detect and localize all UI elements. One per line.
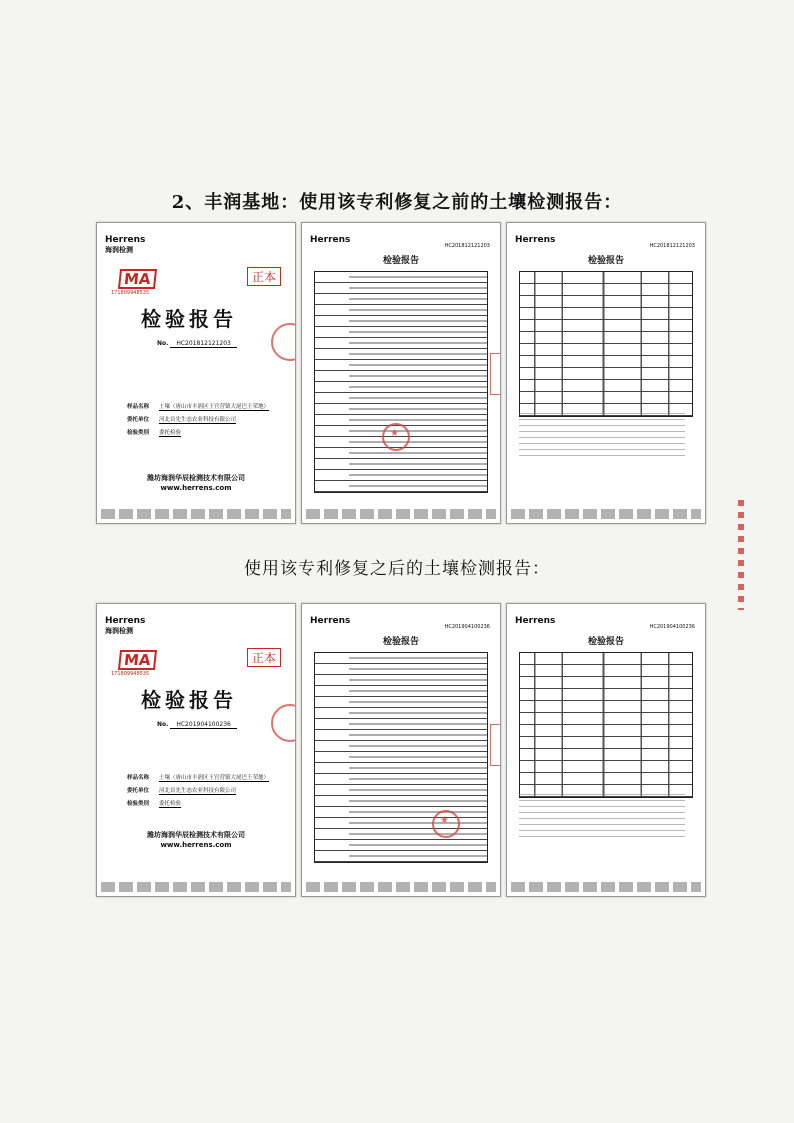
herrens-logo: Herrens 海润检测 <box>105 235 146 254</box>
herrens-logo: Herrens <box>310 616 351 626</box>
heading-before: 2、丰润基地：使用该专利修复之前的土壤检测报告： <box>171 192 623 213</box>
report-code: HC201812121203 <box>649 243 695 249</box>
fine-print <box>101 509 291 519</box>
notes-text <box>519 794 685 840</box>
fine-print <box>511 882 701 892</box>
info-table <box>314 271 488 493</box>
report-title: 检验报告 <box>141 688 237 712</box>
fine-print <box>511 509 701 519</box>
herrens-logo: Herrens <box>515 235 556 245</box>
ma-number: 171809948535 <box>111 671 150 677</box>
herrens-logo: Herrens <box>310 235 351 245</box>
company-footer: 潍坊海润华辰检测技术有限公司 www.herrens.com <box>147 474 245 492</box>
fine-print <box>306 882 496 892</box>
report-code: HC201904100236 <box>444 624 490 630</box>
fine-print <box>306 509 496 519</box>
page-title: 检验报告 <box>382 637 419 647</box>
original-stamp: 正本 <box>247 648 281 667</box>
report-code: HC201812121203 <box>444 243 490 249</box>
report-title: 检验报告 <box>141 307 237 331</box>
page-title: 检验报告 <box>382 256 419 266</box>
results-table <box>519 271 693 417</box>
report-number: No. HC201812121203 <box>157 340 237 347</box>
info-table <box>314 652 488 863</box>
stamp-icon <box>382 423 410 451</box>
reports-before-row <box>96 222 704 522</box>
cover-fields: 样品名称 土壤（唐山市丰润区王官营镇大尾巴王荣地） 委托单位 河北首先生态农业科技有限公司 检验类别 委托检验 <box>127 775 270 807</box>
ma-number: 171809948535 <box>111 290 150 296</box>
seam-stamp-icon <box>490 724 501 766</box>
reports-after-row <box>96 603 704 895</box>
ma-certification-icon: MA <box>118 269 157 289</box>
report-cover-before <box>96 222 296 524</box>
report-code: HC201904100236 <box>649 624 695 630</box>
fine-print <box>101 882 291 892</box>
cover-fields: 样品名称 土壤（唐山市丰润区王官营镇大尾巴王荣地） 委托单位 河北首先生态农业科技有限公司 检验类别 委托检验 <box>127 404 270 436</box>
stamp-icon <box>432 810 460 838</box>
heading-after: 使用该专利修复之后的土壤检测报告： <box>244 559 550 579</box>
seal-icon <box>271 704 296 742</box>
report-page2-before <box>301 222 501 524</box>
company-footer: 潍坊海润华辰检测技术有限公司 www.herrens.com <box>147 831 245 849</box>
herrens-logo: Herrens 海润检测 <box>105 616 146 635</box>
notes-text <box>519 413 685 459</box>
page-title: 检验报告 <box>587 637 624 647</box>
original-stamp: 正本 <box>247 267 281 286</box>
page-title: 检验报告 <box>587 256 624 266</box>
report-page3-after <box>506 603 706 897</box>
seam-stamp-icon <box>490 353 501 395</box>
seal-icon <box>271 323 296 361</box>
report-page2-after <box>301 603 501 897</box>
report-page3-before <box>506 222 706 524</box>
report-number: No. HC201904100236 <box>157 721 237 728</box>
herrens-logo: Herrens <box>515 616 556 626</box>
report-cover-after <box>96 603 296 897</box>
results-table <box>519 652 693 798</box>
ma-certification-icon: MA <box>118 650 157 670</box>
